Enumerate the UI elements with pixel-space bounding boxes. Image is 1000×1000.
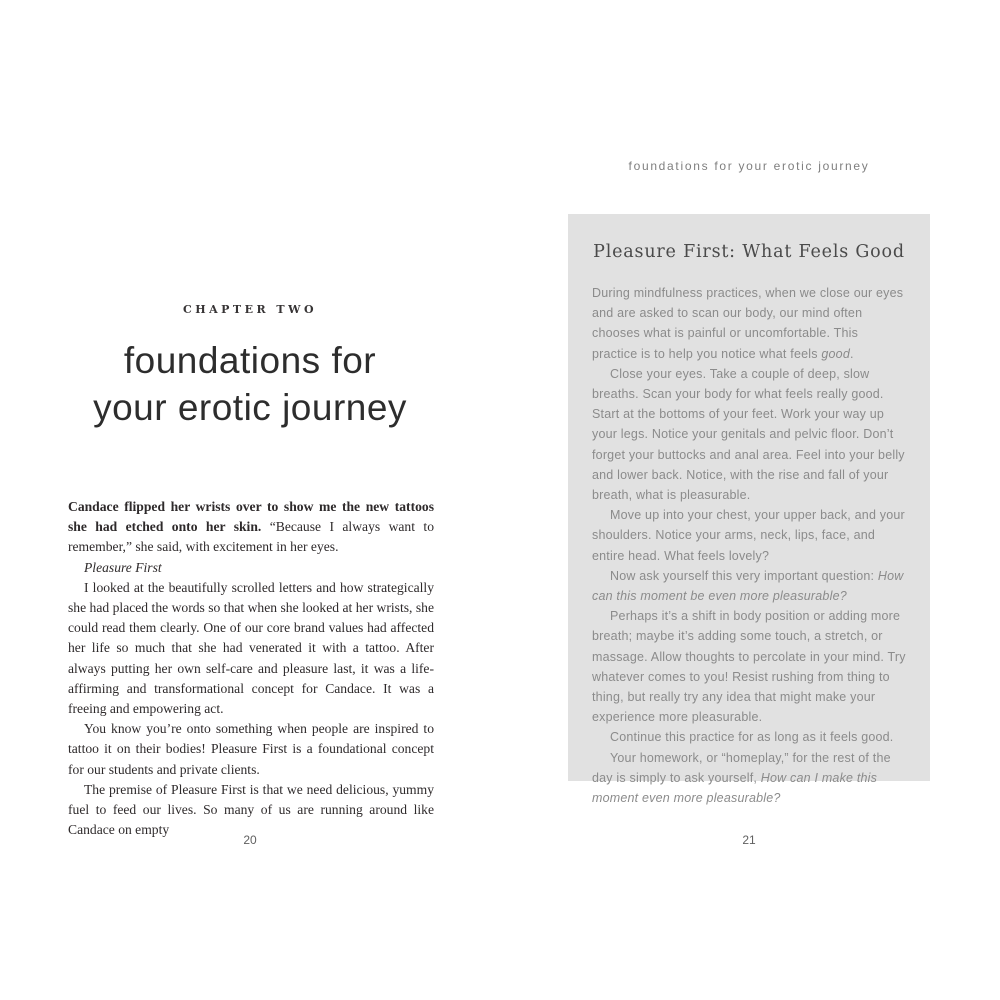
callout-box-body-text (592, 283, 906, 808)
text-segment: I looked at the beautifully scrolled letters and how strategically she had placed the words so that when she looked at her wrists, she could read them clearly. One of our core brand values had affected her life so much that she had venerated it with a tattoo. After always putting her own self-care and pleasure last, it was a life-affirming and transformational concept for Candace. It was a freeing and empowering act. (68, 579, 434, 717)
right-page-number: 21 (742, 833, 756, 847)
paragraph (592, 748, 906, 809)
running-head: foundations for your erotic journey (628, 159, 870, 173)
paragraph (592, 364, 906, 505)
text-segment: Your homework, or “homeplay,” for the rest of the day is simply to ask yourself, (592, 750, 891, 785)
paragraph (592, 606, 906, 727)
pleasure-first-callout-box (568, 214, 930, 806)
text-segment: “Because I always want to remember,” she said, with excitement in her eyes. (68, 519, 434, 555)
callout-box-title: Pleasure First: What Feels Good (593, 242, 905, 262)
chapter-title-line1: foundations for (123, 340, 377, 381)
chapter-title-line2: your erotic journey (93, 387, 407, 428)
text-segment: Close your eyes. Take a couple of deep, slow breaths. Scan your body for what feels really good. Start at the bottoms of your feet. Work your way up your legs. Notice your genitals and pelvic floor. Don’t forget your buttocks and anal area. Feel into your belly and lower back. Notice, with the rise and fall of your breath, what is pleasurable. (592, 366, 905, 503)
paragraph (592, 566, 906, 606)
text-segment: The premise of Pleasure First is that we need delicious, yummy fuel to feed our lives. So many of us are running around like Candace on empty (68, 781, 434, 838)
paragraph (592, 283, 906, 364)
paragraph (68, 497, 434, 558)
text-segment: . (849, 346, 854, 361)
text-segment: good (821, 346, 850, 361)
left-page-number: 20 (243, 833, 257, 847)
left-body-text (68, 497, 434, 840)
text-segment: Now ask yourself this very important question: (610, 568, 878, 583)
paragraph (592, 727, 906, 747)
text-segment: How can this moment be even more pleasurable? (592, 568, 904, 604)
text-segment: You know you’re onto something when people are inspired to tattoo it on their bodies! Pleasure First is a foundational concept for our students and private clients. (68, 721, 434, 777)
chapter-label: CHAPTER TWO (182, 303, 318, 316)
text-segment: Perhaps it’s a shift in body position or adding more breath; maybe it’s adding some touch, a stretch, or massage. Allow thoughts to percolate in your mind. Try whatever comes to you! Resist rushing from thing to thing, but really try any idea that might make your experience more pleasurable. (592, 609, 906, 725)
text-segment: During mindfulness practices, when we close our eyes and are asked to scan our body, our mind often chooses what is painful or uncomfortable. This practice is to help you notice what feels (592, 286, 904, 361)
chapter-title (20, 337, 480, 431)
paragraph (68, 780, 434, 841)
text-segment: Pleasure First (84, 559, 162, 575)
text-segment: Continue this practice for as long as it feels good. (610, 730, 894, 745)
paragraph (68, 578, 434, 719)
text-segment: Move up into your chest, your upper back, and your shoulders. Notice your arms, neck, lips, face, and entire head. What feels lovely? (592, 508, 905, 563)
text-segment: How can I make this moment even more pleasurable? (592, 770, 878, 806)
text-segment: Candace flipped her wrists over to show me the new tattoos she had etched onto her skin. (68, 499, 434, 535)
paragraph (68, 719, 434, 780)
paragraph (68, 558, 434, 578)
paragraph (592, 505, 906, 566)
